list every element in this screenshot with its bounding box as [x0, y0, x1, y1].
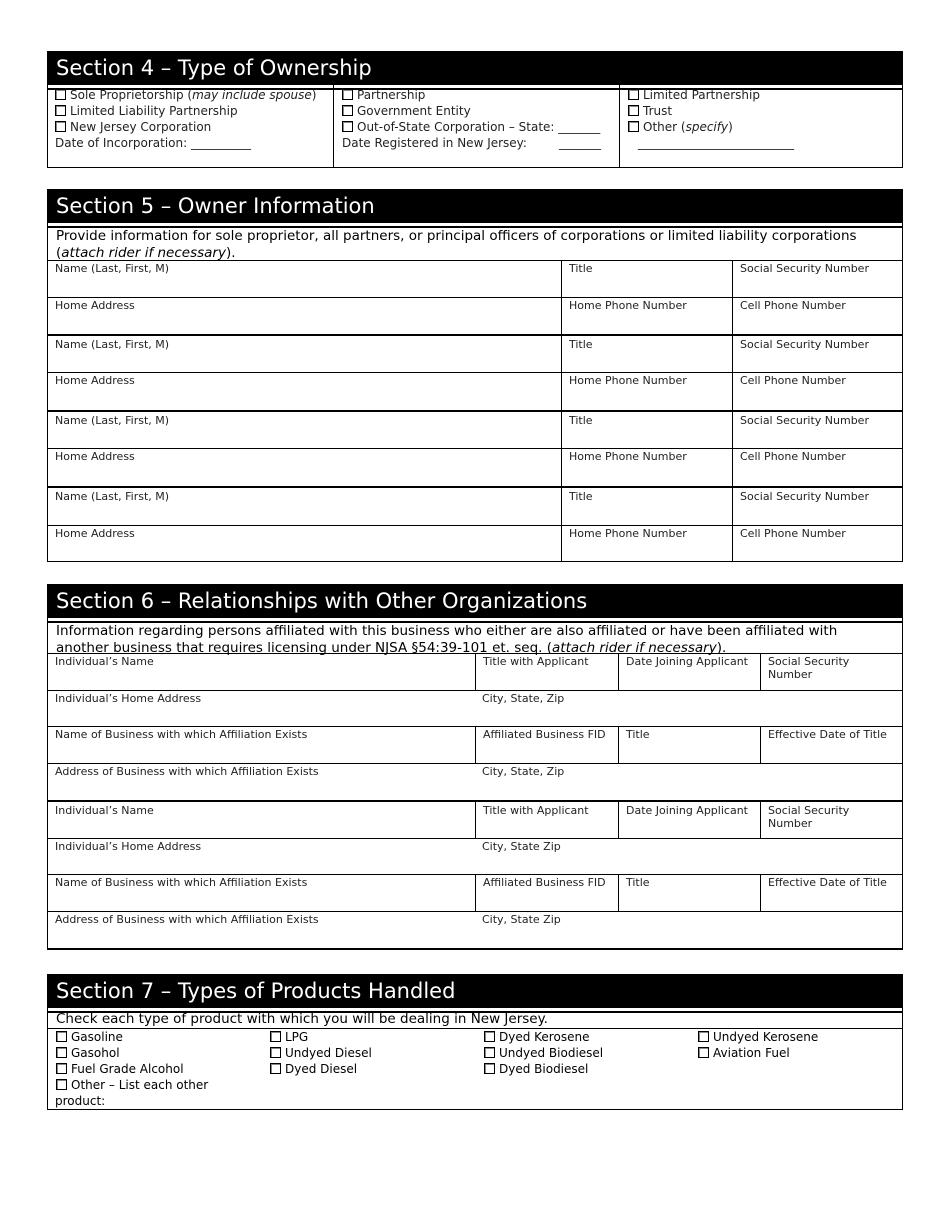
owner-ssn-field[interactable]: Social Security Number — [732, 336, 903, 373]
owner-home-phone-field[interactable]: Home Phone Number — [561, 448, 732, 486]
checkbox[interactable] — [56, 1031, 67, 1042]
owner-title-field[interactable]: Title — [561, 260, 732, 297]
owner-address-field[interactable]: Home Address — [55, 450, 135, 463]
checkbox[interactable] — [484, 1047, 495, 1058]
owner-name-field[interactable]: Name (Last, First, M) — [55, 262, 170, 275]
affiliated-fid-field[interactable]: Affiliated Business FID — [475, 874, 618, 911]
title-field[interactable]: Title — [618, 726, 760, 763]
option-out-of-state-corporation[interactable]: Out-of-State Corporation – State: _______ — [342, 119, 611, 135]
owner-title-field[interactable]: Title — [561, 336, 732, 373]
business-address-field[interactable]: Address of Business with which Affiliation Exists — [55, 765, 319, 778]
product-dyed-kerosene[interactable]: Dyed Kerosene — [484, 1029, 694, 1045]
section-6 — [47, 584, 903, 950]
product-lpg[interactable]: LPG — [270, 1029, 480, 1045]
owner-name-field[interactable]: Name (Last, First, M) — [55, 490, 170, 503]
product-dyed-diesel[interactable]: Dyed Diesel — [270, 1061, 480, 1077]
owner-ssn-field[interactable]: Social Security Number — [732, 488, 903, 525]
product-gasoline[interactable]: Gasoline — [56, 1029, 266, 1045]
checkbox[interactable] — [55, 105, 66, 116]
products-col-2 — [270, 1029, 480, 1077]
section-5 — [47, 189, 903, 562]
affiliation-block-1 — [48, 653, 902, 801]
individual-name-field[interactable]: Individual’s Name — [55, 804, 154, 817]
product-dyed-biodiesel[interactable]: Dyed Biodiesel — [484, 1061, 694, 1077]
title-with-applicant-field[interactable]: Title with Applicant — [475, 802, 618, 838]
section-5-intro: Provide information for sole proprietor, all partners, or principal officers of corporations or limited liability corporations (attach rider if necessary). — [56, 228, 857, 261]
city-state-zip-field[interactable]: City, State, Zip — [482, 765, 565, 778]
effective-date-field[interactable]: Effective Date of Title — [760, 726, 903, 763]
checkbox[interactable] — [698, 1031, 709, 1042]
checkbox[interactable] — [270, 1063, 281, 1074]
option-llp[interactable]: Limited Liability Partnership — [55, 103, 326, 119]
checkbox[interactable] — [270, 1047, 281, 1058]
section-7-intro: Check each type of product with which you will be dealing in New Jersey. — [56, 1011, 548, 1027]
checkbox[interactable] — [698, 1047, 709, 1058]
products-col-3 — [484, 1029, 694, 1077]
owner-block-3 — [48, 412, 902, 486]
city-state-zip-field[interactable]: City, State, Zip — [482, 692, 565, 705]
section-4-title: Section 4 – Type of Ownership — [48, 52, 902, 88]
title-field[interactable]: Title — [618, 874, 760, 911]
product-undyed-kerosene[interactable]: Undyed Kerosene — [698, 1029, 898, 1045]
affiliation-block-2 — [48, 802, 902, 949]
checkbox[interactable] — [56, 1047, 67, 1058]
owner-address-field[interactable]: Home Address — [55, 527, 135, 540]
business-address-field[interactable]: Address of Business with which Affiliation Exists — [55, 913, 319, 926]
business-name-field[interactable]: Name of Business with which Affiliation Exists — [55, 876, 308, 889]
checkbox[interactable] — [484, 1031, 495, 1042]
individual-address-field[interactable]: Individual’s Home Address — [55, 840, 202, 853]
owner-cell-phone-field[interactable]: Cell Phone Number — [732, 372, 903, 410]
product-aviation-fuel[interactable]: Aviation Fuel — [698, 1045, 898, 1061]
date-joining-field[interactable]: Date Joining Applicant — [618, 802, 760, 838]
ownership-col-1 — [48, 87, 333, 167]
owner-cell-phone-field[interactable]: Cell Phone Number — [732, 525, 903, 561]
option-nj-corporation[interactable]: New Jersey Corporation — [55, 119, 326, 135]
checkbox[interactable] — [342, 89, 353, 100]
section-6-intro: Information regarding persons affiliated with this business who either are also affiliated or have been affiliated with another business that requires licensing under NJSA §54:39-101 et. seq. (attach rider if necessary). — [56, 623, 838, 656]
checkbox[interactable] — [484, 1063, 495, 1074]
owner-ssn-field[interactable]: Social Security Number — [732, 260, 903, 297]
other-specify-line[interactable]: __________________________ — [638, 136, 794, 150]
checkbox[interactable] — [628, 105, 639, 116]
owner-name-field[interactable]: Name (Last, First, M) — [55, 414, 170, 427]
checkbox[interactable] — [342, 121, 353, 132]
section-7 — [47, 974, 903, 1110]
individual-address-field[interactable]: Individual’s Home Address — [55, 692, 202, 705]
section-4 — [47, 51, 903, 168]
products-col-1 — [56, 1029, 266, 1109]
ownership-col-3 — [619, 85, 903, 167]
ownership-col-2 — [333, 85, 619, 167]
products-col-4 — [698, 1029, 898, 1061]
owner-home-phone-field[interactable]: Home Phone Number — [561, 525, 732, 561]
section-6-title: Section 6 – Relationships with Other Organizations — [48, 585, 902, 621]
owner-title-field[interactable]: Title — [561, 488, 732, 525]
checkbox[interactable] — [342, 105, 353, 116]
checkbox[interactable] — [628, 121, 639, 132]
owner-home-phone-field[interactable]: Home Phone Number — [561, 297, 732, 335]
title-with-applicant-field[interactable]: Title with Applicant — [475, 653, 618, 690]
checkbox[interactable] — [628, 89, 639, 100]
date-of-incorporation[interactable]: Date of Incorporation: __________ — [55, 136, 251, 150]
date-joining-field[interactable]: Date Joining Applicant — [618, 653, 760, 690]
owner-address-field[interactable]: Home Address — [55, 374, 135, 387]
ssn-field[interactable]: Social Security Number — [760, 802, 903, 838]
product-fuel-grade-alcohol[interactable]: Fuel Grade Alcohol — [56, 1061, 266, 1077]
owner-block-2 — [48, 336, 902, 410]
option-sole-proprietorship[interactable]: Sole Proprietorship (may include spouse) — [55, 87, 326, 103]
product-other[interactable]: Other – List each other — [56, 1077, 266, 1093]
option-trust[interactable]: Trust — [628, 103, 895, 119]
option-limited-partnership[interactable]: Limited Partnership — [628, 87, 895, 103]
checkbox[interactable] — [55, 121, 66, 132]
city-state-zip-field[interactable]: City, State Zip — [482, 913, 561, 926]
checkbox[interactable] — [55, 89, 66, 100]
product-other-label: product: — [55, 1094, 106, 1108]
product-undyed-biodiesel[interactable]: Undyed Biodiesel — [484, 1045, 694, 1061]
owner-block-1 — [48, 260, 902, 335]
owner-address-field[interactable]: Home Address — [55, 299, 135, 312]
product-gasohol[interactable]: Gasohol — [56, 1045, 266, 1061]
owner-block-4 — [48, 488, 902, 561]
checkbox[interactable] — [56, 1079, 67, 1090]
owner-title-field[interactable]: Title — [561, 412, 732, 448]
section-7-title: Section 7 – Types of Products Handled — [48, 975, 902, 1011]
option-partnership[interactable]: Partnership — [342, 87, 611, 103]
owner-ssn-field[interactable]: Social Security Number — [732, 412, 903, 448]
option-government-entity[interactable]: Government Entity — [342, 103, 611, 119]
business-name-field[interactable]: Name of Business with which Affiliation Exists — [55, 728, 308, 741]
owner-cell-phone-field[interactable]: Cell Phone Number — [732, 448, 903, 486]
checkbox[interactable] — [56, 1063, 67, 1074]
product-undyed-diesel[interactable]: Undyed Diesel — [270, 1045, 480, 1061]
option-other[interactable]: Other (specify) — [628, 119, 895, 135]
city-state-zip-field[interactable]: City, State Zip — [482, 840, 561, 853]
checkbox[interactable] — [270, 1031, 281, 1042]
affiliated-fid-field[interactable]: Affiliated Business FID — [475, 726, 618, 763]
ssn-field[interactable]: Social Security Number — [760, 653, 903, 690]
owner-home-phone-field[interactable]: Home Phone Number — [561, 372, 732, 410]
owner-name-field[interactable]: Name (Last, First, M) — [55, 338, 170, 351]
effective-date-field[interactable]: Effective Date of Title — [760, 874, 903, 911]
owner-cell-phone-field[interactable]: Cell Phone Number — [732, 297, 903, 335]
individual-name-field[interactable]: Individual’s Name — [55, 655, 154, 668]
date-registered-nj[interactable]: Date Registered in New Jersey: _______ — [342, 136, 601, 150]
section-5-title: Section 5 – Owner Information — [48, 190, 902, 226]
